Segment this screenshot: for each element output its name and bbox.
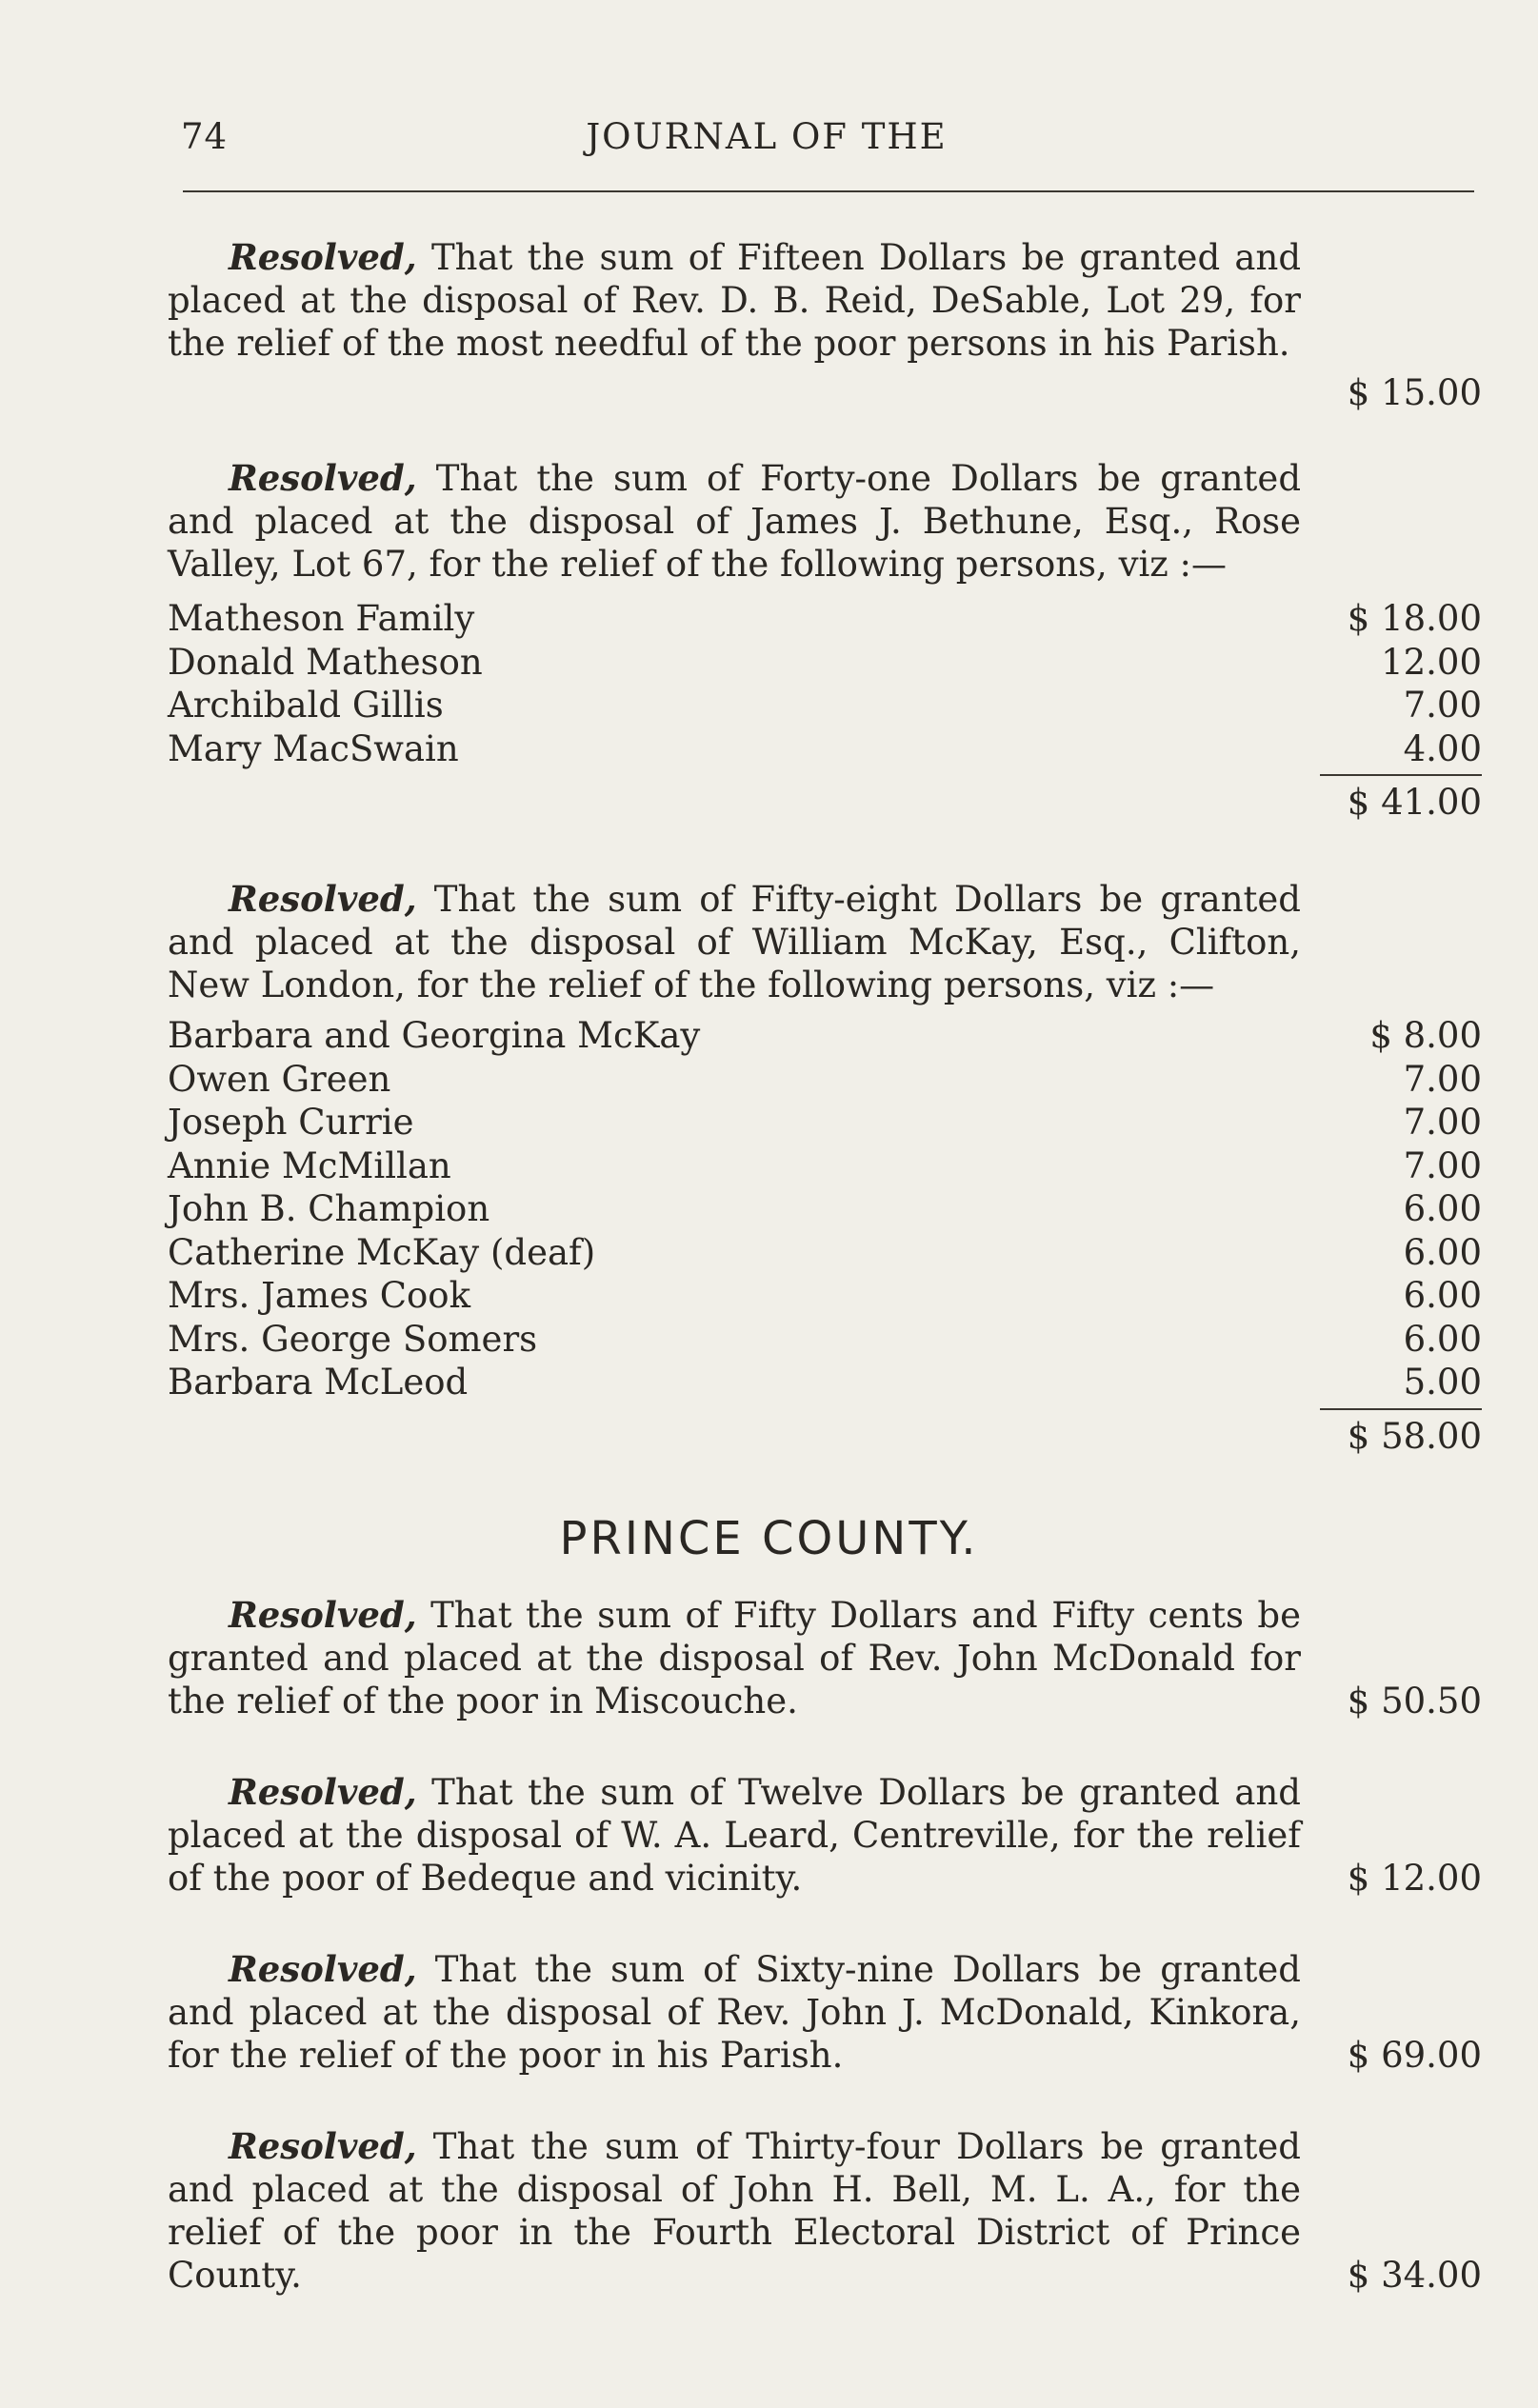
- list-item: Mrs. James Cook 6.00: [168, 1275, 1482, 1316]
- list-item: Owen Green 7.00: [168, 1058, 1482, 1100]
- resolution-bell: [168, 2125, 1482, 2297]
- recipient-list: [168, 1014, 1482, 1457]
- resolution-amount: $ 69.00: [1347, 2035, 1482, 2076]
- resolved-lead: Resolved,: [229, 1771, 417, 1813]
- total-amount: $ 41.00: [1347, 782, 1482, 823]
- resolution-kinkora: [168, 1948, 1482, 2077]
- resolution-text: Resolved, That the sum of Forty-one Dollars be granted and placed at the disposal of James J. Bethune, Esq., Rose Valley, Lot 67, for the relief of the following persons, viz :—: [168, 457, 1301, 585]
- resolved-lead: Resolved,: [229, 1594, 417, 1636]
- resolution-amount: $ 12.00: [1347, 1858, 1482, 1899]
- resolved-lead: Resolved,: [229, 236, 417, 278]
- list-item: Matheson Family $ 18.00: [168, 598, 1482, 639]
- list-item: Joseph Currie 7.00: [168, 1102, 1482, 1143]
- resolved-lead: Resolved,: [229, 2125, 417, 2167]
- list-item: Mary MacSwain 4.00: [168, 727, 1482, 769]
- resolution-leard: [168, 1771, 1482, 1900]
- resolution-amount: $ 50.50: [1347, 1681, 1482, 1721]
- resolved-lead: Resolved,: [229, 1948, 417, 1990]
- resolved-lead: Resolved,: [229, 878, 417, 920]
- total-amount: $ 58.00: [1347, 1415, 1482, 1457]
- header-rule: [183, 190, 1474, 192]
- resolution-text: Resolved, That the sum of Fifteen Dollars be granted and placed at the disposal of Rev. D. B. Reid, DeSable, Lot 29, for the relief of the most needful of the poor persons in his Parish.: [168, 236, 1301, 364]
- resolution-bethune: [168, 457, 1482, 823]
- resolution-mcdonald: [168, 1594, 1482, 1722]
- resolution-mckay: [168, 878, 1482, 1457]
- resolution-text: Resolved, That the sum of Thirty-four Dollars be granted and placed at the disposal of John H. Bell, M. L. A., for the relief of the poor in the Fourth Electoral District of Prince County.: [168, 2125, 1301, 2296]
- resolution-reid: [168, 236, 1482, 413]
- resolution-amount: $ 15.00: [1347, 372, 1482, 413]
- resolution-text: Resolved, That the sum of Twelve Dollars be granted and placed at the disposal of W. A. Leard, Centreville, for the relief of the poor of Bedeque and vicinity.: [168, 1771, 1301, 1899]
- resolution-amount: $ 34.00: [1347, 2255, 1482, 2296]
- page-number: 74: [181, 116, 229, 157]
- total-row: [168, 1404, 1482, 1457]
- total-row: [168, 770, 1482, 823]
- list-item: Archibald Gillis 7.00: [168, 685, 1482, 726]
- recipient-list: [168, 597, 1482, 823]
- resolution-text: Resolved, That the sum of Sixty-nine Dollars be granted and placed at the disposal of Rev. John J. McDonald, Kinkora, for the relief of the poor in his Parish.: [168, 1948, 1301, 2076]
- total-rule: [1320, 774, 1482, 776]
- list-item: Mrs. George Somers 6.00: [168, 1318, 1482, 1360]
- page-header: [181, 112, 1476, 169]
- resolution-text: Resolved, That the sum of Fifty-eight Dollars be granted and placed at the disposal of William McKay, Esq., Clifton, New London, for the relief of the following persons, viz :—: [168, 878, 1301, 1005]
- list-item: Annie McMillan 7.00: [168, 1144, 1482, 1186]
- section-heading: PRINCE COUNTY.: [559, 1512, 979, 1565]
- list-item: John B. Champion 6.00: [168, 1188, 1482, 1229]
- resolution-text: Resolved, That the sum of Fifty Dollars and Fifty cents be granted and placed at the disposal of Rev. John McDonald for the relief of the poor in Miscouche.: [168, 1594, 1301, 1721]
- list-item: Barbara and Georgina McKay $ 8.00: [168, 1015, 1482, 1056]
- total-rule: [1320, 1408, 1482, 1410]
- resolved-lead: Resolved,: [229, 457, 417, 499]
- list-item: Donald Matheson 12.00: [168, 641, 1482, 683]
- list-item: Catherine McKay (deaf) 6.00: [168, 1231, 1482, 1273]
- list-item: Barbara McLeod 5.00: [168, 1362, 1482, 1403]
- running-head: JOURNAL OF THE: [586, 116, 948, 157]
